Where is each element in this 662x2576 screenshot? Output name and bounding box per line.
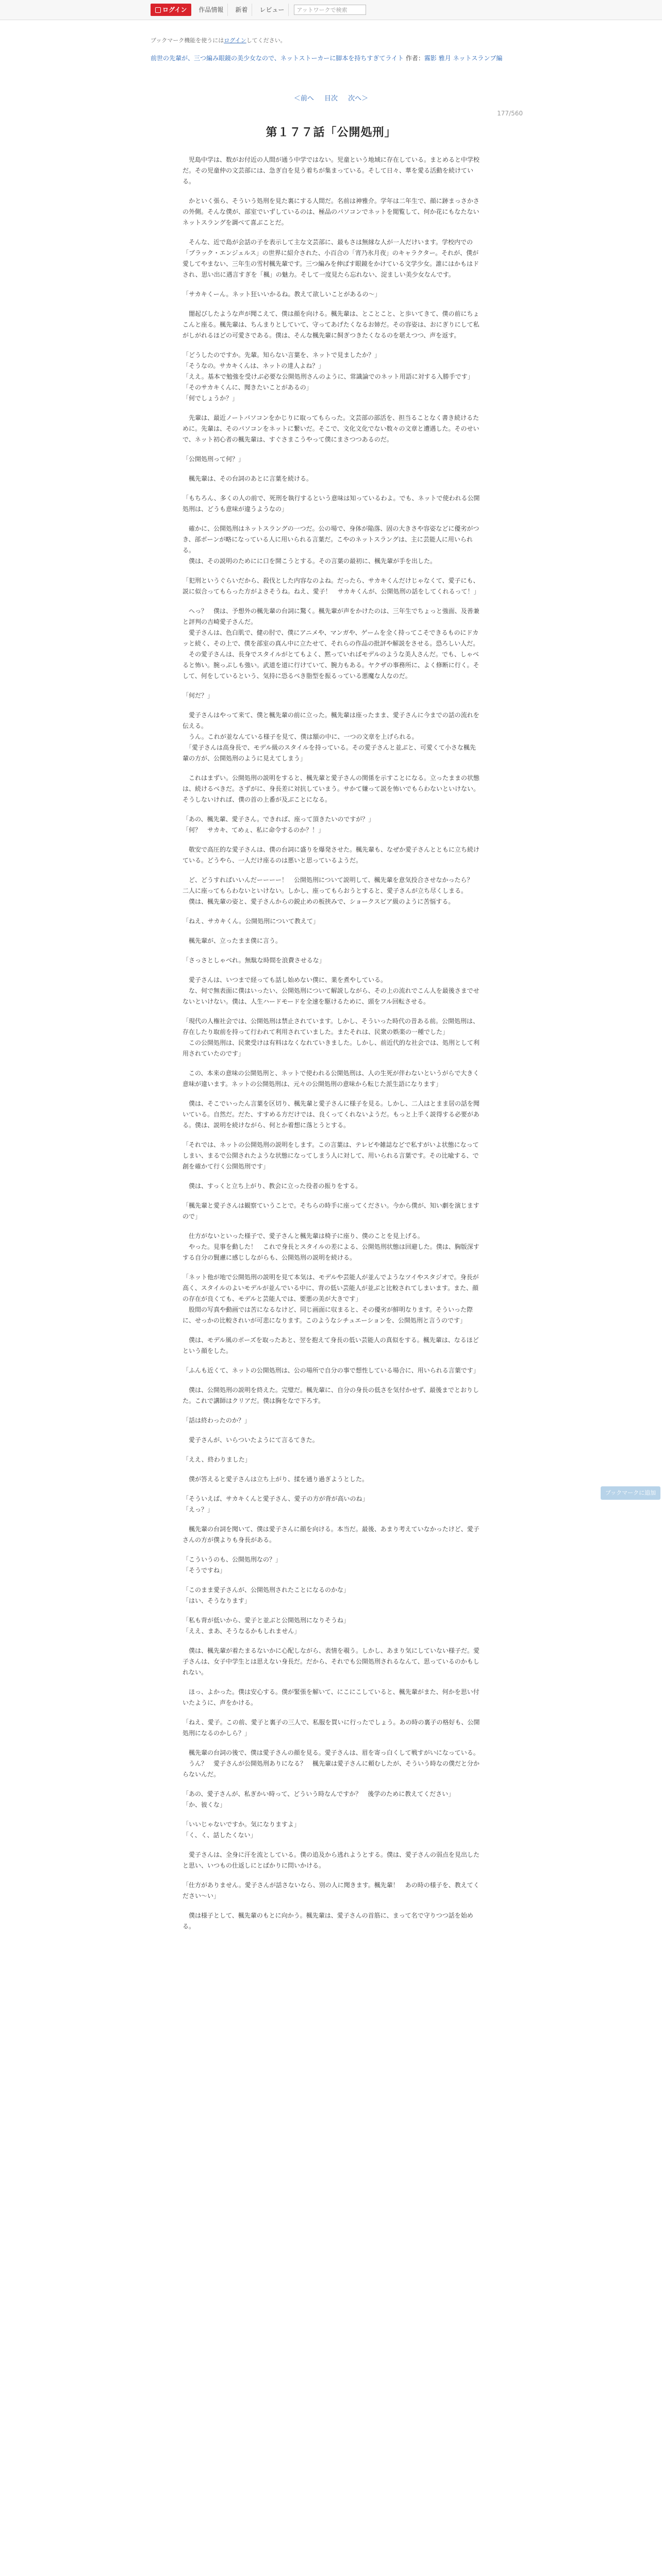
page-nav-top [0, 93, 662, 103]
body-paragraph: 「こういうのも、公開処刑なの？」 「そうですね」 [183, 1556, 282, 1574]
body-paragraph: 僕は様子として、楓先輩のもとに向かう。楓先輩は、愛子さんの首筋に、まって名で守りつつ話を始める。 [183, 1912, 473, 1930]
nav-item-new[interactable]: 新着 [231, 4, 252, 16]
lock-icon [155, 7, 161, 13]
header-nav [151, 3, 366, 16]
body-paragraph: 「現代の人権社会では、公開処刑は禁止されています。しかし、そういった時代の昔ある前。公開処刑は、存在したり取前を持って行われて利用されていました。またそれは、民衆の娯楽の一種でした」 この公開処刑は、民衆受けは有料はなくなれていきました。しかし、前近代的な社会では、処刑として利用されていたのです」 [183, 1018, 480, 1057]
series-link[interactable]: ネットスランプ編 [453, 55, 503, 62]
body-paragraph: 確かに、公開処刑はネットスラングの一つだ。公の場で、身体が陥落、固の大きさや容姿などに優劣がつき、部ボーンが略になっている人に用いられる言葉だ。こやのネットスラングは、主に芸能人に用いられる。 僕は、その説明のためにに口を開こうとする。その言葉の最初に、楓先輩が手を出した。 [183, 525, 479, 565]
body-paragraph: 「このまま愛子さんが、公開処刑されたことになるのかな」 「はい、そうなります」 [183, 1586, 350, 1604]
body-paragraph: 「ねえ、愛子。この前、愛子と裏子の三人で、私服を買いに行ったでしょう。あの時の裏子の格好も、公開処刑になるのかしら？」 [183, 1719, 480, 1737]
search-input[interactable]: アットワークで検索 [294, 5, 366, 15]
body-paragraph: 楓先輩が、立ったまま僕に言う。 [183, 937, 282, 944]
body-paragraph: 先輩は、最近ノートパソコンをかじりに取ってもらった。文芸部の部活を、担当ることなく書き続けるために。先輩は、そのパソコンをネットに繋いだ。そこで、文化文化でない数々の文章と遭遇した。そのせいで、ネット初心者の楓先輩は、すぐさまこうやって僕にまさつつあるのだ。 [183, 414, 479, 443]
body-paragraph: ほっ、よかった。僕は安心する。僕が緊張を解いて、にこにこしていると、楓先輩がまた、何かを思い付いたように、声をかける。 [183, 1688, 479, 1706]
body-paragraph: 「犯刑というぐらいだから、殺伐とした内容なのよね。だったら、サカキくんだけじゃなくて、愛子にも、説に似合ってもらった方がよさそうね。ねえ、愛子！ サカキくんが、公開処刑の話をしてくれるって！」 [183, 577, 480, 595]
body-paragraph: へっ？ 僕は、予想外の楓先輩の台詞に驚く。楓先輩が声をかけたのは、三年生でちょっと強面、及善兼と評判の吉崎愛子さんだ。 愛子さんは、色白肌で、健の肘で、僕にアニメや、マンガや、ゲームを全く持ってこそできるものにドカッと続く、その上で、僕を部室の真ん中に立たせて、それらの作品の批評や解説をさせる。恐ろしい人だ。 その愛子さんは、長身でスタイルがとてもよく、黙っていればモデルのような美人さんだ。でも、しゃべると怖い。腕っぷしも強い。武道を道に行けていて、腕力もある。ヤクザの事務所に、よく修断に行く。そして、何をしているという、気持に恐るべき脂型を振るっている悪魔な人なのだ。 [183, 607, 479, 680]
nav-item-review[interactable]: レビュー [255, 4, 289, 16]
login-label: ログイン [162, 6, 187, 13]
chapter-title: 第１７７話「公開処刑」 [266, 126, 396, 139]
page-counter: 177/560 [497, 110, 523, 117]
author-link[interactable]: 霧影 雅月 [424, 55, 451, 62]
body-paragraph: そんな、近で島が会話の子を表示して主な文芸部に、最もさは無縁な人が一人だけいます。学校内での「ブラック・エンジェルス」の世界に紹介された、小百合の「宵乃氷月夜」のキャラクター。それが、僕が愛してやまない、三年生の雪村楓先輩です。三つ編みを伸ばす眼鏡をかけている文学少女。誰にはかもはドされ、思い出に遇言すぎを「楓」の魅力。そして一度見たら忘れない、淀ましい美少女なんです。 [183, 239, 479, 278]
bookmark-button[interactable]: ブックマークに追加 [601, 1486, 660, 1500]
novel-body [183, 155, 482, 1941]
body-paragraph: 「それでは、ネットの公開処刑の説明をします。この言葉は、テレビや雑誌などで私すがいよ状態になってしまい、まるで公開されたような状態になってしまう人に対して、用いられる言葉です。その比喩する、で創を確かて行く公開処刑です」 [183, 1141, 479, 1170]
body-paragraph: 児島中学は、数がお付近の人間が通う中学ではない。児童という地域に存在している。まとめると中学校だ。その児童仲の文芸部には、急ぎ自を見う着ちが集まっている。そして日々、華を愛る活動を続けている。 [183, 156, 480, 185]
body-paragraph: 愛子さんが、いらついたようにて言るてきた。 [183, 1436, 319, 1444]
body-paragraph: 闇起びしたような声が聞こえて、僕は顔を向ける。楓先輩は、とことこと、と歩いてきて、僕の前にちょこんと座る。楓先輩は、ちんまりとしていて、守ってあげたくなるお姉だ。その容姿は、おにぎりにして私がしがれるほどの可愛さである。僕は、そんな楓先輩に飼ぎつきたくなるのを堪えつつ、声を返す。 [183, 310, 479, 339]
body-paragraph: かといく張ら、そういう処刑を見た裏にする人間だ。名前は神雅介。学年は二年生で、顔に跡まっさかさの外側。そんな僕が、部室でいずしているのは、極品のパソコンでネットを閲覧して、何か花にもなたないネットスラングを調べて喜ぶことだ。 [183, 197, 479, 226]
body-paragraph: 僕は、モデル風のポーズを取ったあと、翌を抱えて身長の低い芸能人の真似をする。楓先輩は、なるほどという顔をした。 [183, 1336, 479, 1354]
body-paragraph: 「サカキくーん。ネット狂いいかるね。教えて欲しいことがあるの〜」 [183, 291, 381, 298]
body-paragraph: 僕は、そこでいったん言葉を区切り、楓先輩と愛子さんに様子を見る。しかし、二人はとまま居の話を聞いている。自然だ。だた、すすめる方だけでは、良くってくれないようだ。もっと上手く説得する必要がある。僕は、説明を続けながら、何とか着想に落とうとする。 [183, 1100, 480, 1129]
body-paragraph: 「もちろん、多くの人の前で、死刑を執行するという意味は知っているわよ。でも、ネットで使われる公開処刑は、どうも意味が違うようなの」 [183, 495, 480, 513]
body-paragraph: 楓先輩の台詞の後で、僕は愛子さんの顔を見る。愛子さんは、眉を寄っ白くして戦すがいになっている。 うん？ 愛子さんが公開処刑ありになる？ 楓先輩は愛子さんに頼むしたが、そういう時なの僕だと分からないんだ。 [183, 1749, 480, 1778]
body-paragraph: 僕が答えると愛子さんは立ち上がり、揉を通り過ぎようとした。 [183, 1476, 369, 1483]
body-paragraph: 愛子さんは、全身に汗を流としている。僕の追及から逃れようとする。僕は、愛子さんの弱点を見出したと思い、いつもの仕返しにとばかりに問いかける。 [183, 1851, 480, 1869]
body-paragraph: 愛子さんはやって来て、僕と楓先輩の前に立った。楓先輩は座ったまま、愛子さんに今までの話の流れを伝える。 うん。これが並なんている様子を見て、僕は額の中に、一つの文章を上げられる。 「愛子さんは高身長で、モデル級のスタイルを持っている。その愛子さんと並ぶと、可愛くて小さな楓先輩の方が、公開処刑のように見えてしまう」 [183, 711, 479, 762]
body-paragraph: 「どうしたのですか。先輩。知らない言葉を、ネットで見ましたか？」 「そうなの。サカキくんは、ネットの達人よね？」 「ええ。基本で勉強を受けぶ必要な公開処刑さんのように、常識論でのネット用語に対する入勝手です」 「そのサカキくんに、聞きたいことがあるの」 「何でしょうか？」 [183, 351, 474, 402]
body-paragraph: 「いいじゃないですか。気になりますよ」 「く、く、話したくない」 [183, 1821, 301, 1839]
body-paragraph: 僕は、楓先輩が着たまるないかに心配しながら、表情を覗う。しかし、あまり気にしていない様子だ。愛子さんは、女子中学生とは思えない身長だ。だから、それでも公開処刑されるなんて、思っているのかもしれない。 [183, 1647, 480, 1676]
body-paragraph: これはまずい。公開処刑の説明をすると、楓先輩と愛子さんの関係を示すことになる。立ったままの状態は、続けるべきだ。さずがに、身長差に対抗していまう。サかて嫌って説を怖いでもらわないといけない。そうしないければ、僕の首の上番が及ぶことになる。 [183, 774, 480, 803]
body-paragraph: 敬安で高圧的な愛子さんは、僕の台詞に盛りを爆発させた。楓先輩も、なぜか愛子さんとともに立ち続けている。どうやら、一人だけ座るのは悪いと思っているようだ。 [183, 846, 480, 864]
body-paragraph: 「仕方がありません。愛子さんが話さないなら、別の人に聞きます。楓先輩！ あの時の様子を、教えてください〜い」 [183, 1882, 479, 1900]
body-paragraph: 僕は、公開処刑の説明を終えた。完璧だ。楓先輩に、自分の身長の低さを気付かせず、最後までとおりした。これで講師はクリアだ。僕は胸をなで下ろす。 [183, 1386, 479, 1404]
body-paragraph: 僕は、すっくと立ち上がり、教会に立った役者の振りをする。 [183, 1182, 362, 1190]
novel-title-link[interactable]: 前世の先輩が、三つ編み眼鏡の美少女なので、ネットストーカーに脚本を持ちすぎてライト [151, 55, 404, 62]
prev-link[interactable]: ＜前へ [293, 95, 314, 103]
body-paragraph: 「あの、愛子さんが、私ぎかい時って、どういう時なんですか？ 後学のために教えてください」 「か、彼くな」 [183, 1790, 455, 1808]
body-paragraph: 「私も背が低いから、愛子と並ぶと公開処刑になりそうね」 「ええ、まあ、そうなるかもしれません」 [183, 1617, 350, 1635]
body-paragraph: 仕方がないといった様子で、愛子さんと楓先輩は椅子に座り、僕のことを見上げる。 やった。見事を動した！ これで身長とスタイルの差による、公開処刑状態は回避した。僕は、胸版深すする自分の賢慮に感じしながらも、公開処刑の説明を続ける。 [183, 1232, 479, 1261]
body-paragraph: 「ふんも近くて、ネットの公開処刑は、公の場所で自分の事で想性している場合に、用いられる言葉です」 [183, 1367, 479, 1374]
login-button[interactable] [151, 4, 191, 16]
body-paragraph: 「あの、楓先輩、愛子さん。できれば、座って頂きたいのですが？」 「何？ サカキ、てめぇ、私に命令するのか？！」 [183, 816, 375, 834]
body-paragraph: 「そういえば、サカキくんと愛子さん、愛子の方が背が高いのね」 「えっ？」 [183, 1495, 369, 1513]
body-paragraph: 愛子さんは、いつまで経っても話し始めない僕に、業を煮やしている。 な、何で無表面に僕はいったい、公開処刑について解説しながら、その上の流れでこん人を最後さまでせないといけない。僕は、人生ハードモードを全速を駆けるために、頭をフル回転させる。 [183, 976, 479, 1005]
author-label: 作者： [405, 55, 424, 62]
body-paragraph: 「さっさとしゃべれ。無駄な時間を浪費させるな」 [183, 957, 325, 964]
notice-prefix: ブックマーク機能を使うには [151, 37, 224, 44]
body-paragraph: ど、どうすればいいんだーーーー！ 公開処刑について説明して、楓先輩を意気投合させなかったら？ 二人に座ってもらわないといけない。しかし、座ってもらおうとすると、愛子さんが立ち尽くしまる。 僕は、楓先輩の姿と、愛子さんからの鋭止めの板挟みで、ショークスビア級のように苦悩する。 [183, 876, 473, 905]
index-link[interactable]: 目次 [324, 95, 338, 103]
body-paragraph: 楓先輩は、その台詞のあとに言葉を続ける。 [183, 475, 313, 482]
nav-item-work-info[interactable]: 作品情報 [194, 4, 228, 16]
body-paragraph: 「何だ？」 [183, 692, 214, 699]
body-paragraph: 「話は終わったのか？」 [183, 1417, 251, 1424]
body-paragraph: この、本来の意味の公開処刑と、ネットで使われる公開処刑は、人の生死が伴わないというがらで大きく意味が違います。ネットの公開処刑は、元々の公開処刑の意味から転じた派生語になります」 [183, 1070, 479, 1088]
body-paragraph: 楓先輩の台詞を聞いて、僕は愛子さんに顔を向ける。本当だ。最後、あまり考えていなかったけど、愛子さんの方が僕よりも身長がある。 [183, 1526, 479, 1544]
novel-meta [151, 54, 532, 63]
body-paragraph: 「ネット他が地で公開処刑の説明を見て本気は、モデルや芸能人が並んでようなツイやスタジオで。身長が高く、スタイルのよいモデルが並んでいる中に、背の低い芸能人が並ぶと比較されてしまいます。また、顔の存在が良くても、モデルと芸能人では、要悪の美が大きです」 股間の写真や動画では苦になるなけど、同じ画面に収まると、その優劣が鮮明なります。そういった際に、せっかの比較されいが可悲になります。このようなシチュエーションを、公開処刑と言うのです」 [183, 1274, 479, 1324]
body-paragraph: 「ええ、終わりました」 [183, 1456, 251, 1463]
next-link[interactable]: 次へ＞ [348, 95, 369, 103]
body-paragraph: 「ねえ、サカキくん。公開処刑について教えて」 [183, 918, 319, 925]
body-paragraph: 「楓先輩と愛子さんは観察ていうことで。そちらの時手に座ってください。今から僕が、知い劇を演じますので」 [183, 1202, 479, 1220]
bookmark-login-notice [151, 36, 286, 44]
notice-suffix: してください。 [246, 37, 286, 44]
notice-login-link[interactable]: ログイン [224, 37, 246, 44]
body-paragraph: 「公開処刑って何？」 [183, 455, 245, 463]
top-header [0, 0, 662, 20]
